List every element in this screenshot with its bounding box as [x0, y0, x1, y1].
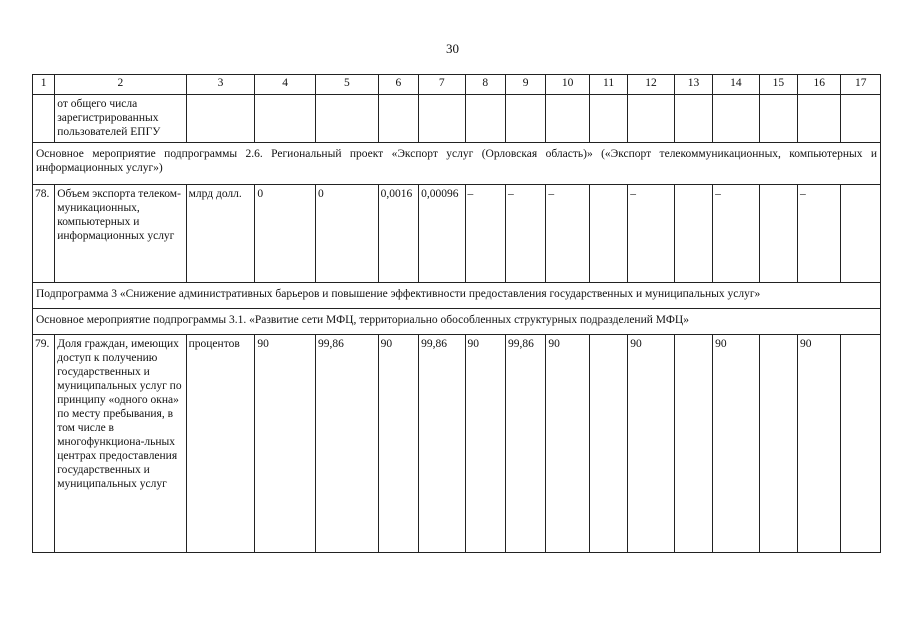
value-cell — [255, 95, 316, 143]
header-cell: 11 — [589, 75, 627, 95]
value-cell: 90 — [378, 335, 418, 553]
value-cell — [589, 95, 627, 143]
value-cell — [589, 185, 627, 283]
unit-cell: процентов — [186, 335, 255, 553]
header-cell: 5 — [315, 75, 378, 95]
section-title: Подпрограмма 3 «Снижение административных барьеров и повышение эффективности предоставления государственных и муниципальных услуг» — [33, 283, 881, 309]
value-cell: – — [546, 185, 589, 283]
header-cell: 1 — [33, 75, 55, 95]
value-cell: 99,86 — [315, 335, 378, 553]
unit-cell: млрд долл. — [186, 185, 255, 283]
table-row — [33, 185, 881, 283]
section-title: Основное мероприятие подпрограммы 2.6. Региональный проект «Экспорт услуг (Орловская область)» («Экспорт телекоммуникационных, компьютерных и информационных услуг») — [33, 143, 881, 185]
value-cell: – — [798, 185, 841, 283]
header-cell: 8 — [465, 75, 505, 95]
value-cell — [674, 95, 712, 143]
value-cell — [378, 95, 418, 143]
indicators-table — [32, 74, 881, 553]
header-cell: 17 — [841, 75, 881, 95]
value-cell — [759, 335, 797, 553]
indicator-name-cell: от общего числа зарегистрированных пользователей ЕПГУ — [55, 95, 186, 143]
header-cell: 13 — [674, 75, 712, 95]
value-cell: 99,86 — [419, 335, 465, 553]
value-cell: 90 — [628, 335, 674, 553]
indicator-name-cell: Доля граждан, имеющих доступ к получению государственных и муниципальных услуг по принципу «одного окна» по месту пребывания, в том числе в многофункциона-льных центрах предоставления государственных и муниципальных услуг — [55, 335, 186, 553]
section-row — [33, 283, 881, 309]
header-cell: 7 — [419, 75, 465, 95]
header-cell: 15 — [759, 75, 797, 95]
header-cell: 14 — [713, 75, 759, 95]
section-row — [33, 143, 881, 185]
unit-cell — [186, 95, 255, 143]
value-cell — [759, 185, 797, 283]
row-number-cell — [33, 95, 55, 143]
row-number-cell: 78. — [33, 185, 55, 283]
value-cell: 99,86 — [505, 335, 545, 553]
page-number: 30 — [446, 41, 459, 56]
value-cell: – — [505, 185, 545, 283]
value-cell: – — [713, 185, 759, 283]
value-cell — [505, 95, 545, 143]
section-title: Основное мероприятие подпрограммы 3.1. «Развитие сети МФЦ, территориально обособленных структурных подразделений МФЦ» — [33, 309, 881, 335]
value-cell — [465, 95, 505, 143]
section-row — [33, 309, 881, 335]
header-cell: 16 — [798, 75, 841, 95]
indicator-name-cell: Объем экспорта телеком-муникационных, компьютерных и информационных услуг — [55, 185, 186, 283]
value-cell: – — [465, 185, 505, 283]
value-cell: 90 — [255, 335, 316, 553]
header-cell: 4 — [255, 75, 316, 95]
value-cell: 90 — [546, 335, 589, 553]
table-row — [33, 95, 881, 143]
value-cell — [315, 95, 378, 143]
value-cell: 0 — [315, 185, 378, 283]
row-number-cell: 79. — [33, 335, 55, 553]
value-cell — [841, 185, 881, 283]
header-cell: 2 — [55, 75, 186, 95]
table-row — [33, 335, 881, 553]
value-cell — [759, 95, 797, 143]
value-cell: 90 — [798, 335, 841, 553]
header-cell: 9 — [505, 75, 545, 95]
header-cell: 10 — [546, 75, 589, 95]
value-cell: 90 — [465, 335, 505, 553]
value-cell — [713, 95, 759, 143]
value-cell — [798, 95, 841, 143]
value-cell — [841, 95, 881, 143]
value-cell: 90 — [713, 335, 759, 553]
value-cell: 0,0016 — [378, 185, 418, 283]
value-cell — [841, 335, 881, 553]
value-cell — [546, 95, 589, 143]
value-cell — [589, 335, 627, 553]
value-cell: 0 — [255, 185, 316, 283]
value-cell — [674, 335, 712, 553]
value-cell — [628, 95, 674, 143]
value-cell — [419, 95, 465, 143]
header-cell: 6 — [378, 75, 418, 95]
header-cell: 3 — [186, 75, 255, 95]
header-cell: 12 — [628, 75, 674, 95]
value-cell: – — [628, 185, 674, 283]
header-row — [33, 75, 881, 95]
value-cell — [674, 185, 712, 283]
value-cell: 0,00096 — [419, 185, 465, 283]
